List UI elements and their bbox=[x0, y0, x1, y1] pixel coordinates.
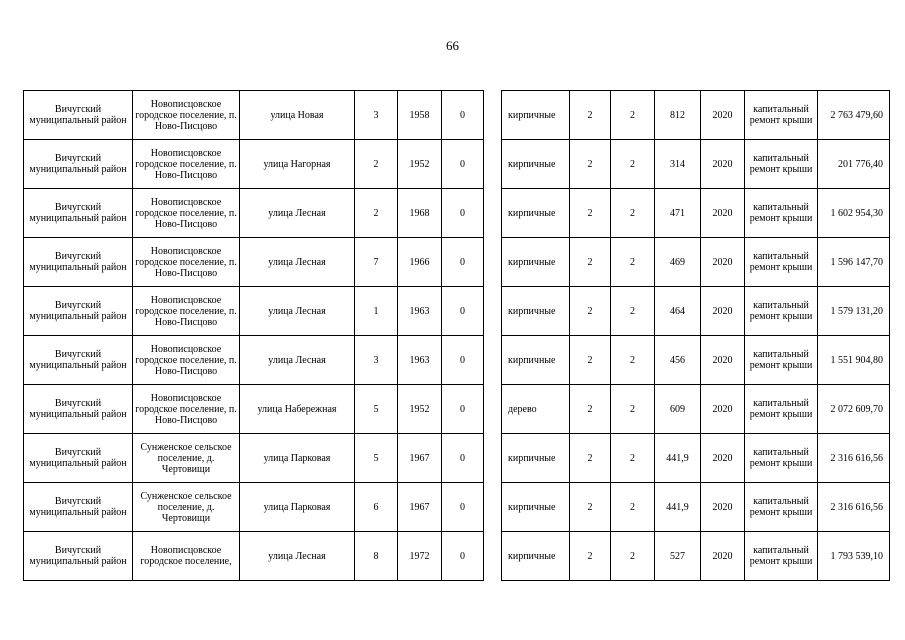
entrances-cell: 2 bbox=[611, 238, 655, 287]
floors-cell: 2 bbox=[570, 434, 611, 483]
wall-material-cell: кирпичные bbox=[502, 434, 570, 483]
year-cell: 2020 bbox=[701, 483, 745, 532]
cost-cell: 2 316 616,56 bbox=[818, 483, 890, 532]
entrances-cell: 2 bbox=[611, 532, 655, 581]
housing-table bbox=[23, 90, 890, 581]
area-cell: 609 bbox=[655, 385, 701, 434]
wear-cell: 0 bbox=[442, 483, 484, 532]
house-number-cell: 6 bbox=[355, 483, 398, 532]
entrances-cell: 2 bbox=[611, 140, 655, 189]
house-number-cell: 3 bbox=[355, 91, 398, 140]
wall-material-cell: кирпичные bbox=[502, 336, 570, 385]
settlement-cell: Новописцовское городское поселение, п. Ново-Писцово bbox=[133, 238, 240, 287]
table-row bbox=[24, 287, 890, 336]
wall-material-cell: кирпичные bbox=[502, 483, 570, 532]
wall-material-cell: кирпичные bbox=[502, 189, 570, 238]
column-gap bbox=[484, 189, 502, 238]
municipality-cell: Вичугский муниципальный район bbox=[24, 336, 133, 385]
street-cell: улица Парковая bbox=[240, 483, 355, 532]
cost-cell: 1 602 954,30 bbox=[818, 189, 890, 238]
municipality-cell: Вичугский муниципальный район bbox=[24, 189, 133, 238]
street-cell: улица Парковая bbox=[240, 434, 355, 483]
municipality-cell: Вичугский муниципальный район bbox=[24, 532, 133, 581]
entrances-cell: 2 bbox=[611, 336, 655, 385]
floors-cell: 2 bbox=[570, 91, 611, 140]
street-cell: улица Набережная bbox=[240, 385, 355, 434]
street-cell: улица Новая bbox=[240, 91, 355, 140]
year-cell: 2020 bbox=[701, 189, 745, 238]
house-number-cell: 5 bbox=[355, 434, 398, 483]
wear-cell: 0 bbox=[442, 238, 484, 287]
year-built-cell: 1967 bbox=[398, 434, 442, 483]
wear-cell: 0 bbox=[442, 91, 484, 140]
floors-cell: 2 bbox=[570, 483, 611, 532]
entrances-cell: 2 bbox=[611, 483, 655, 532]
settlement-cell: Новописцовское городское поселение, п. Ново-Писцово bbox=[133, 336, 240, 385]
cost-cell: 1 551 904,80 bbox=[818, 336, 890, 385]
entrances-cell: 2 bbox=[611, 385, 655, 434]
table-row bbox=[24, 336, 890, 385]
floors-cell: 2 bbox=[570, 140, 611, 189]
area-cell: 469 bbox=[655, 238, 701, 287]
street-cell: улица Нагорная bbox=[240, 140, 355, 189]
wear-cell: 0 bbox=[442, 385, 484, 434]
floors-cell: 2 bbox=[570, 532, 611, 581]
area-cell: 464 bbox=[655, 287, 701, 336]
column-gap bbox=[484, 532, 502, 581]
floors-cell: 2 bbox=[570, 189, 611, 238]
wear-cell: 0 bbox=[442, 336, 484, 385]
floors-cell: 2 bbox=[570, 287, 611, 336]
wall-material-cell: кирпичные bbox=[502, 91, 570, 140]
cost-cell: 2 316 616,56 bbox=[818, 434, 890, 483]
page-number: 66 bbox=[446, 38, 459, 53]
settlement-cell: Новописцовское городское поселение, п. Ново-Писцово bbox=[133, 385, 240, 434]
cost-cell: 1 596 147,70 bbox=[818, 238, 890, 287]
column-gap bbox=[484, 140, 502, 189]
settlement-cell: Новописцовское городское поселение, п. Ново-Писцово bbox=[133, 189, 240, 238]
work-type-cell: капитальный ремонт крыши bbox=[745, 140, 818, 189]
street-cell: улица Лесная bbox=[240, 532, 355, 581]
floors-cell: 2 bbox=[570, 336, 611, 385]
entrances-cell: 2 bbox=[611, 434, 655, 483]
house-number-cell: 8 bbox=[355, 532, 398, 581]
municipality-cell: Вичугский муниципальный район bbox=[24, 483, 133, 532]
work-type-cell: капитальный ремонт крыши bbox=[745, 336, 818, 385]
work-type-cell: капитальный ремонт крыши bbox=[745, 91, 818, 140]
year-built-cell: 1952 bbox=[398, 385, 442, 434]
street-cell: улица Лесная bbox=[240, 287, 355, 336]
house-number-cell: 2 bbox=[355, 189, 398, 238]
house-number-cell: 2 bbox=[355, 140, 398, 189]
settlement-cell: Новописцовское городское поселение, п. Ново-Писцово bbox=[133, 91, 240, 140]
area-cell: 441,9 bbox=[655, 483, 701, 532]
cost-cell: 1 793 539,10 bbox=[818, 532, 890, 581]
year-built-cell: 1972 bbox=[398, 532, 442, 581]
work-type-cell: капитальный ремонт крыши bbox=[745, 532, 818, 581]
settlement-cell: Новописцовское городское поселение, п. Ново-Писцово bbox=[133, 140, 240, 189]
wear-cell: 0 bbox=[442, 140, 484, 189]
year-built-cell: 1963 bbox=[398, 287, 442, 336]
column-gap bbox=[484, 287, 502, 336]
entrances-cell: 2 bbox=[611, 287, 655, 336]
street-cell: улица Лесная bbox=[240, 189, 355, 238]
municipality-cell: Вичугский муниципальный район bbox=[24, 434, 133, 483]
cost-cell: 2 072 609,70 bbox=[818, 385, 890, 434]
house-number-cell: 3 bbox=[355, 336, 398, 385]
year-built-cell: 1958 bbox=[398, 91, 442, 140]
table-row bbox=[24, 434, 890, 483]
municipality-cell: Вичугский муниципальный район bbox=[24, 385, 133, 434]
floors-cell: 2 bbox=[570, 385, 611, 434]
year-built-cell: 1966 bbox=[398, 238, 442, 287]
year-cell: 2020 bbox=[701, 287, 745, 336]
wear-cell: 0 bbox=[442, 189, 484, 238]
house-number-cell: 5 bbox=[355, 385, 398, 434]
work-type-cell: капитальный ремонт крыши bbox=[745, 238, 818, 287]
area-cell: 456 bbox=[655, 336, 701, 385]
settlement-cell: Сунженское сельское поселение, д. Чертовищи bbox=[133, 434, 240, 483]
house-number-cell: 1 bbox=[355, 287, 398, 336]
table-row bbox=[24, 532, 890, 581]
year-built-cell: 1968 bbox=[398, 189, 442, 238]
column-gap bbox=[484, 91, 502, 140]
year-cell: 2020 bbox=[701, 91, 745, 140]
column-gap bbox=[484, 434, 502, 483]
area-cell: 441,9 bbox=[655, 434, 701, 483]
year-cell: 2020 bbox=[701, 434, 745, 483]
cost-cell: 201 776,40 bbox=[818, 140, 890, 189]
work-type-cell: капитальный ремонт крыши bbox=[745, 434, 818, 483]
year-cell: 2020 bbox=[701, 238, 745, 287]
area-cell: 314 bbox=[655, 140, 701, 189]
table-row bbox=[24, 91, 890, 140]
work-type-cell: капитальный ремонт крыши bbox=[745, 385, 818, 434]
entrances-cell: 2 bbox=[611, 91, 655, 140]
street-cell: улица Лесная bbox=[240, 238, 355, 287]
wall-material-cell: кирпичные bbox=[502, 287, 570, 336]
wear-cell: 0 bbox=[442, 287, 484, 336]
table-row bbox=[24, 189, 890, 238]
column-gap bbox=[484, 385, 502, 434]
entrances-cell: 2 bbox=[611, 189, 655, 238]
table-row bbox=[24, 238, 890, 287]
wear-cell: 0 bbox=[442, 434, 484, 483]
cost-cell: 2 763 479,60 bbox=[818, 91, 890, 140]
street-cell: улица Лесная bbox=[240, 336, 355, 385]
wall-material-cell: кирпичные bbox=[502, 140, 570, 189]
table-row bbox=[24, 483, 890, 532]
municipality-cell: Вичугский муниципальный район bbox=[24, 287, 133, 336]
wall-material-cell: кирпичные bbox=[502, 238, 570, 287]
municipality-cell: Вичугский муниципальный район bbox=[24, 140, 133, 189]
column-gap bbox=[484, 238, 502, 287]
year-cell: 2020 bbox=[701, 140, 745, 189]
work-type-cell: капитальный ремонт крыши bbox=[745, 483, 818, 532]
floors-cell: 2 bbox=[570, 238, 611, 287]
table-row bbox=[24, 385, 890, 434]
municipality-cell: Вичугский муниципальный район bbox=[24, 238, 133, 287]
work-type-cell: капитальный ремонт крыши bbox=[745, 287, 818, 336]
wear-cell: 0 bbox=[442, 532, 484, 581]
area-cell: 471 bbox=[655, 189, 701, 238]
year-built-cell: 1963 bbox=[398, 336, 442, 385]
column-gap bbox=[484, 483, 502, 532]
year-cell: 2020 bbox=[701, 336, 745, 385]
area-cell: 527 bbox=[655, 532, 701, 581]
year-cell: 2020 bbox=[701, 385, 745, 434]
column-gap bbox=[484, 336, 502, 385]
wall-material-cell: дерево bbox=[502, 385, 570, 434]
table-row bbox=[24, 140, 890, 189]
year-cell: 2020 bbox=[701, 532, 745, 581]
settlement-cell: Новописцовское городское поселение, п. Ново-Писцово bbox=[133, 287, 240, 336]
municipality-cell: Вичугский муниципальный район bbox=[24, 91, 133, 140]
wall-material-cell: кирпичные bbox=[502, 532, 570, 581]
settlement-cell: Новописцовское городское поселение, bbox=[133, 532, 240, 581]
settlement-cell: Сунженское сельское поселение, д. Чертовищи bbox=[133, 483, 240, 532]
area-cell: 812 bbox=[655, 91, 701, 140]
house-number-cell: 7 bbox=[355, 238, 398, 287]
work-type-cell: капитальный ремонт крыши bbox=[745, 189, 818, 238]
cost-cell: 1 579 131,20 bbox=[818, 287, 890, 336]
year-built-cell: 1967 bbox=[398, 483, 442, 532]
year-built-cell: 1952 bbox=[398, 140, 442, 189]
